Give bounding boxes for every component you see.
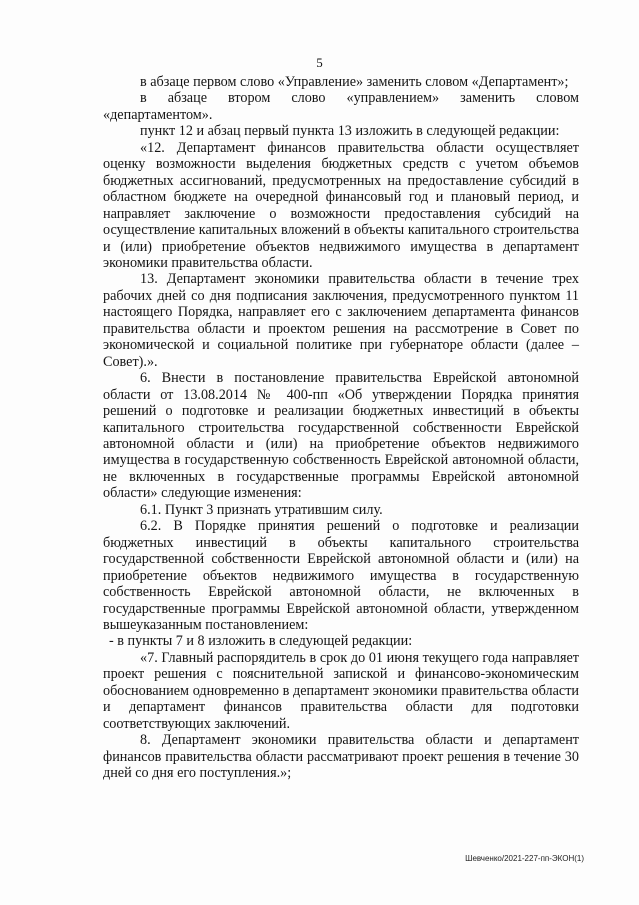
paragraph: в абзаце втором слово «управлением» заменить словом «департаментом». [103, 90, 579, 123]
paragraph: 6.2. В Порядке принятия решений о подготовке и реализации бюджетных инвестиций в объекты капитального строительства государственной собственности Еврейской автономной области и (или) на приобретение объектов недвижимого имущества в государственную собственность Еврейской автономной области, не включенных в государственные программы Еврейской автономной области, утвержденном вышеуказанным постановлением: [103, 518, 579, 633]
paragraph: 6. Внести в постановление правительства Еврейской автономной области от 13.08.2014 № 400-пп «Об утверждении Порядка принятия решений о подготовке и реализации бюджетных инвестиций в объекты капитального строительства государственной собственности Еврейской автономной области и (или) на приобретение объектов недвижимого имущества в государственную собственность Еврейской автономной области, не включенных в государственные программы Еврейской автономной области» следующие изменения: [103, 370, 579, 502]
paragraph: 13. Департамент экономики правительства области в течение трех рабочих дней со дня подписания заключения, предусмотренного пунктом 11 настоящего Порядка, направляет его с заключением департамента финансов правительства области и проектом решения на рассмотрение в Совет по экономической и социальной политике при губернаторе области (далее – Совет).». [103, 271, 579, 370]
document-code: Шевченко/2021-227-пп-ЭКОН(1) [465, 854, 584, 863]
paragraph: - в пункты 7 и 8 изложить в следующей редакции: [109, 633, 413, 650]
paragraph: «12. Департамент финансов правительства области осуществляет оценку возможности выделения бюджетных средств с учетом объемов бюджетных ассигнований, предусмотренных на предоставление субсидий в областном бюджете на очередной финансовый год и плановый период, и направляет заключение о возможности предоставления субсидий на осуществление капитальных вложений в объекты капитального строительства и (или) приобретение объектов недвижимого имущества в департамент экономики правительства области. [103, 139, 579, 271]
document-body [103, 74, 579, 781]
paragraph: 8. Департамент экономики правительства области и департамент финансов правительства области рассматривают проект решения в течение 30 дней со дня его поступления.»; [103, 732, 579, 782]
paragraph: «7. Главный распорядитель в срок до 01 июня текущего года направляет проект решения с пояснительной запиской и финансово-экономическим обоснованием одновременно в департамент экономики правительства области и департамент финансов правительства области для подготовки соответствующих заключений. [103, 649, 579, 732]
paragraph: 6.1. Пункт 3 признать утратившим силу. [140, 501, 383, 518]
paragraph: в абзаце первом слово «Управление» заменить словом «Департамент»; [140, 74, 569, 90]
page-number: 5 [316, 55, 323, 70]
paragraph: пункт 12 и абзац первый пункта 13 изложить в следующей редакции: [140, 123, 560, 140]
